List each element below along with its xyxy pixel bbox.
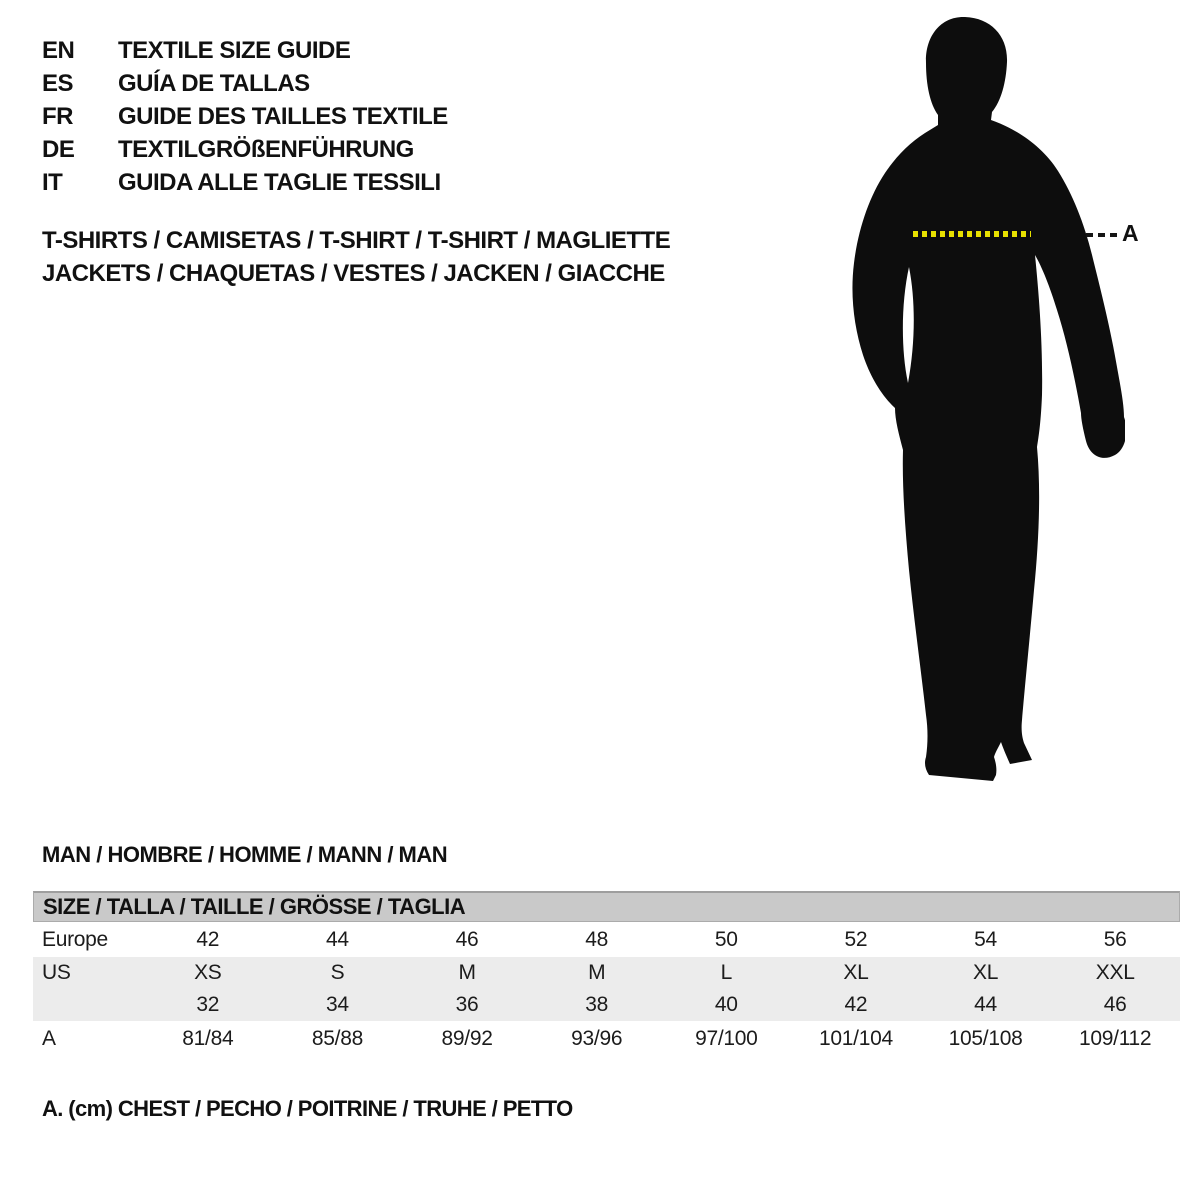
language-row	[42, 100, 448, 133]
measure-label-a: A	[1122, 220, 1139, 246]
category-line-tshirts: T-SHIRTS / CAMISETAS / T-SHIRT / T-SHIRT / MAGLIETTE	[42, 227, 671, 254]
size-value: 44	[326, 927, 349, 951]
size-value: L	[720, 961, 732, 984]
size-table-body	[33, 922, 1180, 1057]
language-row	[42, 133, 448, 166]
size-value: XL	[843, 961, 869, 984]
table-row	[33, 989, 1180, 1021]
table-row	[33, 922, 1180, 957]
size-value: 32	[196, 993, 220, 1016]
size-value: M	[458, 961, 476, 984]
size-table	[33, 891, 1180, 1057]
size-value: 44	[974, 993, 997, 1016]
size-value: 46	[455, 927, 479, 951]
section-title-man: MAN / HOMBRE / HOMME / MANN / MAN	[42, 842, 448, 867]
row-label: A	[42, 1027, 56, 1050]
language-guide-title: GUÍA DE TALLAS	[118, 70, 310, 97]
size-value: 85/88	[311, 1027, 363, 1050]
table-row	[33, 957, 1180, 989]
size-value: XL	[973, 961, 999, 984]
size-value: 109/112	[1079, 1027, 1152, 1050]
language-code: FR	[42, 103, 73, 130]
language-guide-title: TEXTILGRÖßENFÜHRUNG	[118, 136, 414, 163]
size-value: 38	[585, 993, 609, 1016]
language-guide-title: GUIDA ALLE TAGLIE TESSILI	[118, 169, 441, 196]
size-value: 97/100	[695, 1027, 758, 1050]
size-value: 81/84	[182, 1027, 234, 1050]
size-value: 93/96	[571, 1027, 623, 1050]
language-code: DE	[42, 136, 75, 163]
language-row	[42, 67, 448, 100]
size-value: XXL	[1095, 961, 1135, 984]
measure-leader-line	[1086, 233, 1118, 237]
size-value: 52	[844, 927, 868, 951]
size-value: 54	[974, 927, 997, 951]
category-list	[42, 224, 670, 290]
man-silhouette	[845, 15, 1125, 785]
language-code: IT	[42, 169, 63, 196]
size-value: XS	[194, 961, 222, 984]
size-value: 105/108	[948, 1027, 1023, 1050]
language-row	[42, 34, 448, 67]
language-row	[42, 166, 448, 199]
size-value: 46	[1103, 993, 1127, 1016]
size-table-header: SIZE / TALLA / TAILLE / GRÖSSE / TAGLIA	[33, 891, 1180, 922]
size-value: 36	[455, 993, 479, 1016]
size-value: 89/92	[441, 1027, 493, 1050]
language-title-list	[42, 34, 448, 199]
size-value: S	[330, 961, 345, 984]
chest-measurement-line	[913, 231, 1031, 237]
size-value: 42	[196, 927, 220, 951]
language-code: EN	[42, 37, 75, 64]
size-value: 40	[714, 993, 738, 1016]
language-code: ES	[42, 70, 74, 97]
table-row	[33, 1021, 1180, 1057]
size-value: 101/104	[819, 1027, 893, 1050]
size-value: 56	[1103, 927, 1127, 951]
row-label: US	[42, 961, 71, 984]
category-line-jackets: JACKETS / CHAQUETAS / VESTES / JACKEN / GIACCHE	[42, 260, 665, 287]
size-value: 48	[585, 927, 609, 951]
chest-footnote: A. (cm) CHEST / PECHO / POITRINE / TRUHE / PETTO	[42, 1096, 573, 1121]
language-guide-title: TEXTILE SIZE GUIDE	[118, 37, 351, 64]
language-guide-title: GUIDE DES TAILLES TEXTILE	[118, 103, 448, 130]
size-value: 50	[714, 927, 738, 951]
size-value: M	[588, 961, 606, 984]
size-value: 34	[326, 993, 349, 1016]
row-label: Europe	[42, 927, 108, 951]
size-value: 42	[844, 993, 868, 1016]
